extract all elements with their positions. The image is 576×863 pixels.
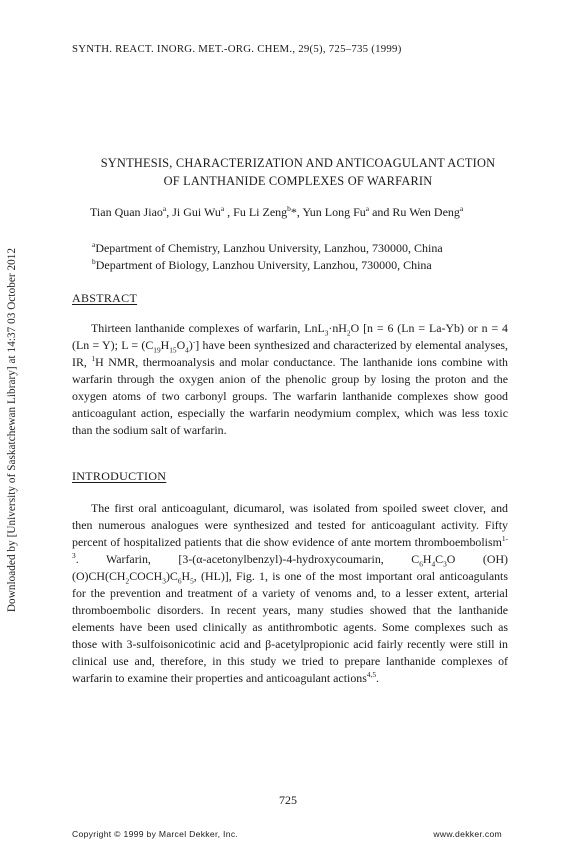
abstract-paragraph: Thirteen lanthanide complexes of warfarin, $LnL_3\cdot nH_2O$ [n = 6 (Ln = La-Yb) or n = 4 (Ln = Y); $L = (C_{19}H_{15}O_4)^-$] have been synthesized and characterized by elemental analyses, IR, $^1$H NMR, thermoanalysis and molar conductance. The lanthanide ions combine with warfarin through the oxygen anion of the phenolic group by losing the proton and the oxygen atoms of two carbonyl groups. The warfarin lanthanide complexes show good anticoagulant action, especially the warfarin neodymium complex, which was less toxic than the sodium salt of warfarin.: [72, 321, 508, 437]
paper-title: [60, 154, 536, 190]
introduction-heading: INTRODUCTION: [72, 469, 167, 483]
journal-citation: SYNTH. REACT. INORG. MET.-ORG. CHEM., 29(5), 725–735 (1999): [72, 43, 402, 55]
download-watermark: [4, 190, 20, 670]
title-line-1: SYNTHESIS, CHARACTERIZATION AND ANTICOAGULANT ACTION: [100, 156, 496, 170]
introduction-paragraph: The first oral anticoagulant, dicumarol, was isolated from spoiled sweet clover, and then numerous analogues were synthesized and tested for anticoagulant activity. Fifty percent of hospitalized patients that die show evidence of ante mortem thromboembolism$^{1-3}$. Warfarin, [3-(α-acetonylbenzyl)-4-hydroxycoumarin, $C_6H_4C_3O$ $(OH)(O)CH(CH_2COCH_3)C_6H_5$, (HL)], Fig. 1, is one of the most important oral anticoagulants for the prevention and treatment of a variety of venoms and, to a lesser extent, arterial thromboembolic disorders. In recent years, many studies showed that the lanthanide elements have been used clinically as antithrombotic agents. Some complexes such as those with 3-sulfoisonicotinic acid and β-acetylpropionic acid fairly recently were still in clinical use and, therefore, in this study we tried to prepare lanthanide complexes of warfarin to examine their properties and anticoagulant actions$^{4,5}$.: [72, 501, 509, 685]
affiliation-text: Department of Chemistry, Lanzhou University, Lanzhou, 730000, China: [95, 241, 443, 255]
affiliation-mark: b: [92, 257, 96, 266]
author-mark: a: [162, 204, 167, 213]
author-mark: a: [365, 204, 370, 213]
introduction-body: [72, 500, 508, 687]
affiliation-biology: [92, 258, 432, 273]
title-line-2: OF LANTHANIDE COMPLEXES OF WARFARIN: [163, 174, 433, 188]
author-mark: a: [220, 204, 225, 213]
affiliation-chemistry: [92, 241, 443, 256]
abstract-body: [72, 320, 508, 439]
download-note: Downloaded by [University of Saskatchewan Library] at 14:37 03 October 2012: [6, 247, 18, 613]
publisher-website: www.dekker.com: [433, 829, 502, 839]
author-list: Tian Quan Jiao$^a$, Ji Gui Wu$^a$ , Fu Li Zeng$^b$*, Yun Long Fu$^a$ and Ru Wen Deng$^a$: [90, 204, 464, 219]
affiliation-mark: a: [92, 240, 96, 249]
copyright-notice: Copyright © 1999 by Marcel Dekker, Inc.: [72, 829, 239, 839]
author-name: Ji Gui Wu: [172, 205, 221, 219]
author-mark: a: [459, 204, 464, 213]
page-number: 725: [279, 793, 297, 807]
author-name: Ru Wen Deng: [392, 205, 460, 219]
corresponding-star: *: [290, 205, 297, 219]
affiliation-text: Department of Biology, Lanzhou University, Lanzhou, 730000, China: [95, 258, 432, 272]
reference-superscript: 1-3: [72, 534, 508, 561]
author-name: Tian Quan Jiao: [90, 205, 163, 219]
reference-superscript: 4,5: [366, 670, 377, 680]
author-mark: b: [287, 204, 291, 213]
abstract-heading: ABSTRACT: [72, 291, 138, 305]
author-name: Fu Li Zeng: [233, 205, 288, 219]
author-name: Yun Long Fu: [302, 205, 366, 219]
